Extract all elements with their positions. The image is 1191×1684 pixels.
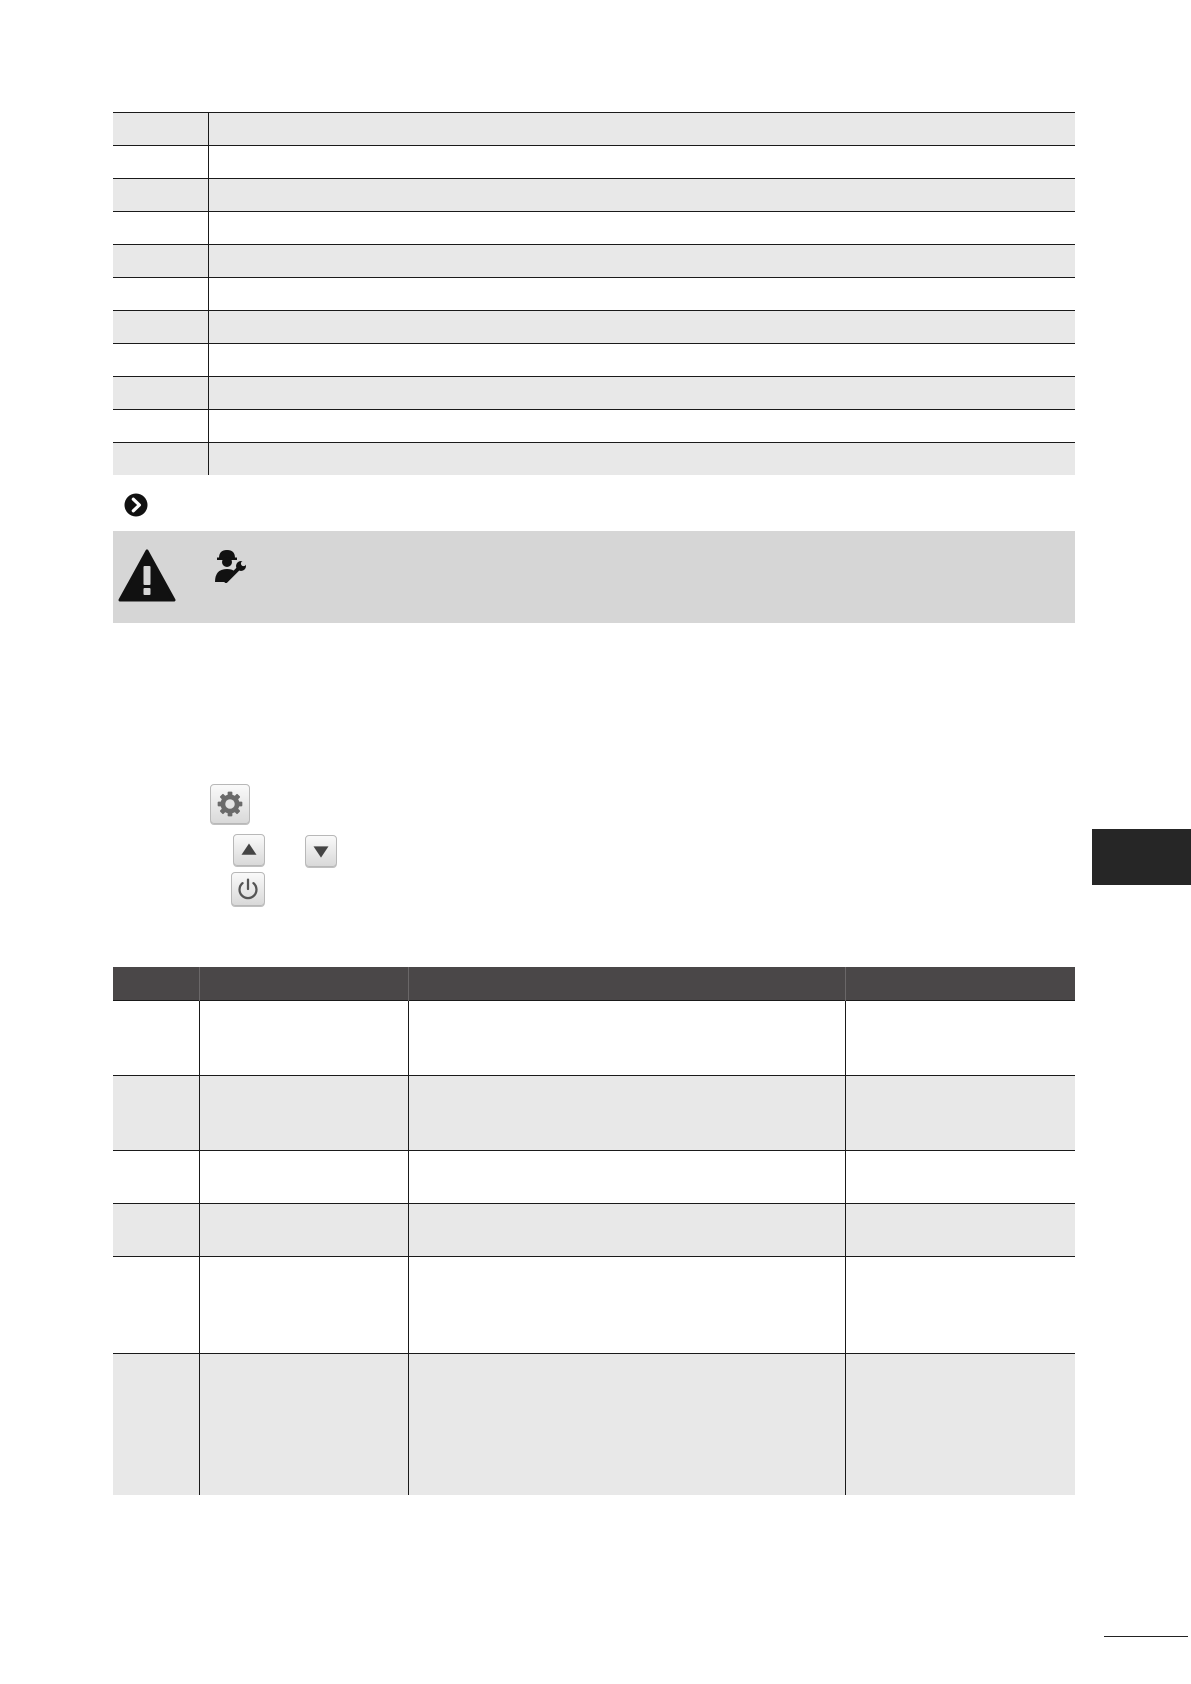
table-cell xyxy=(199,1151,408,1204)
table-cell xyxy=(209,443,1076,476)
table-cell xyxy=(113,1354,199,1495)
table-cell xyxy=(209,278,1076,311)
table-row xyxy=(113,212,1075,245)
table-cell xyxy=(113,1204,199,1257)
side-tab xyxy=(1092,829,1191,885)
table-cell xyxy=(209,377,1076,410)
table-cell xyxy=(408,1076,845,1151)
table-row xyxy=(113,278,1075,311)
circle-chevron-right-icon xyxy=(124,493,148,517)
down-button-icon xyxy=(305,835,337,867)
table-cell xyxy=(113,146,209,179)
table-cell xyxy=(209,146,1076,179)
table-row xyxy=(113,179,1075,212)
table-row xyxy=(113,1001,1075,1076)
table-cell xyxy=(209,311,1076,344)
table-cell xyxy=(209,212,1076,245)
table-cell xyxy=(113,1076,199,1151)
table-row xyxy=(113,245,1075,278)
table-cell xyxy=(209,245,1076,278)
table-cell xyxy=(845,1204,1075,1257)
up-button-icon xyxy=(233,834,265,866)
table-cell xyxy=(199,1204,408,1257)
table-cell xyxy=(113,410,209,443)
table-cell xyxy=(199,1076,408,1151)
table-cell xyxy=(199,1354,408,1495)
table-row xyxy=(113,410,1075,443)
table-cell xyxy=(113,1151,199,1204)
table-row xyxy=(113,1257,1075,1354)
table-cell xyxy=(408,1204,845,1257)
table-cell xyxy=(408,1354,845,1495)
power-button-icon xyxy=(231,872,265,906)
table-cell xyxy=(845,1354,1075,1495)
table-row xyxy=(113,113,1075,146)
table-cell xyxy=(845,1257,1075,1354)
table-cell xyxy=(113,245,209,278)
table-cell xyxy=(113,113,209,146)
table-cell xyxy=(209,344,1076,377)
table-cell xyxy=(113,278,209,311)
table-row xyxy=(113,443,1075,476)
table-cell xyxy=(199,1257,408,1354)
warning-box xyxy=(113,531,1075,623)
table-row xyxy=(113,1076,1075,1151)
bottom-table xyxy=(113,967,1075,1495)
table-row xyxy=(113,1354,1075,1495)
triangle-down-icon xyxy=(306,836,336,866)
table-cell xyxy=(113,377,209,410)
table-row xyxy=(113,311,1075,344)
table-cell xyxy=(113,1257,199,1354)
table-cell xyxy=(113,1001,199,1076)
table-header-cell xyxy=(408,967,845,1001)
table-cell xyxy=(408,1151,845,1204)
table-cell xyxy=(113,179,209,212)
warning-triangle-icon xyxy=(118,549,176,603)
table-header-cell xyxy=(113,967,199,1001)
table-cell xyxy=(113,344,209,377)
table-row xyxy=(113,1151,1075,1204)
table-cell xyxy=(408,1257,845,1354)
table-cell xyxy=(209,113,1076,146)
table-cell xyxy=(113,212,209,245)
table-header-row xyxy=(113,967,1075,1001)
table-cell xyxy=(209,179,1076,212)
table-cell xyxy=(408,1001,845,1076)
power-icon xyxy=(232,873,264,905)
table-cell xyxy=(845,1001,1075,1076)
table-cell xyxy=(113,311,209,344)
page-number-rule xyxy=(1104,1636,1188,1637)
top-table xyxy=(113,112,1075,475)
table-header-cell xyxy=(199,967,408,1001)
table-row xyxy=(113,146,1075,179)
table-cell xyxy=(199,1001,408,1076)
technician-wrench-icon xyxy=(213,549,247,583)
table-row xyxy=(113,1204,1075,1257)
table-cell xyxy=(845,1076,1075,1151)
table-cell xyxy=(113,443,209,476)
gear-icon xyxy=(211,785,249,823)
triangle-up-icon xyxy=(234,835,264,865)
table-cell xyxy=(209,410,1076,443)
settings-button-icon xyxy=(210,784,250,824)
table-cell xyxy=(845,1151,1075,1204)
table-row xyxy=(113,377,1075,410)
table-row xyxy=(113,344,1075,377)
table-header-cell xyxy=(845,967,1075,1001)
